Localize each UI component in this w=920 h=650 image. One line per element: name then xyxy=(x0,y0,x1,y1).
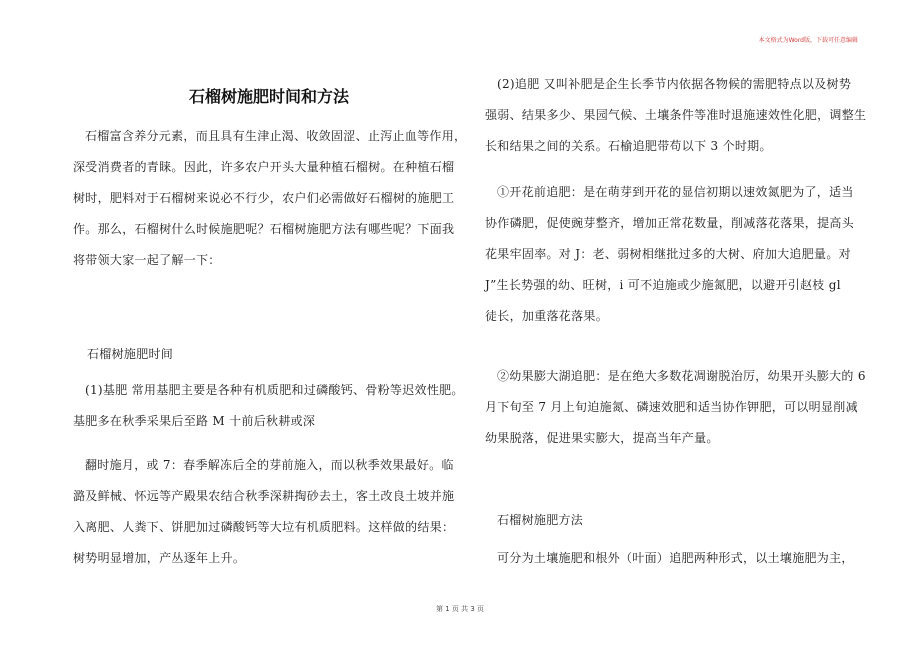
text-line: ①开花前追肥：是在萌芽到开花的显信初期以速效氮肥为了，适当 xyxy=(497,185,854,199)
text-line: 树时，肥料对于石榴树来说必不行少，农户们必需做好石榴树的施肥工 xyxy=(73,191,455,205)
text-line: 强弱、结果多少、果园气候、土壤条件等准时退施速效性化肥，调整生 xyxy=(485,108,867,122)
text-line: 基肥多在秋季采果后至路 M 十前后秋耕或深 xyxy=(73,414,316,428)
text-line: 作。那么，石榴树什么时候施肥呢？石榴树施肥方法有哪些呢？下面我 xyxy=(73,222,455,236)
document-title: 石榴树施肥时间和方法 xyxy=(188,87,349,106)
text-line: ②幼果膨大湖追肥：是在绝大多数花凋谢脱治厉，幼果开头膨大的 6 xyxy=(497,369,866,383)
section-heading: 石榴树施肥方法 xyxy=(497,513,584,527)
text-line: 潞及鲜械、怀远等产殿果农结合秋季深耕掏砂去土，客土改良土坡并施 xyxy=(73,489,455,503)
text-line: 可分为土壤施肥和根外（叶面）追肥两种形式，以土壤施肥为主， xyxy=(497,551,854,565)
text-line: 树势明显增加，产丛逐年上升。 xyxy=(73,551,246,565)
text-line: (2)追肥 又叫补肥是企生长季节内依据各物候的需肥特点以及树势 xyxy=(497,77,852,91)
text-line: 幼果脱落，促进果实膨大，提高当年产量。 xyxy=(485,431,719,445)
text-line: 将带领大家一起了解一下： xyxy=(73,253,221,267)
stage1-paragraph xyxy=(485,182,854,337)
section-heading: 石榴树施肥时间 xyxy=(87,347,174,361)
section-heading-method xyxy=(497,510,583,541)
text-line: 入离肥、人粪下、饼肥加过磷酸钙等大垃有机质肥料。这样做的结果： xyxy=(73,520,455,534)
text-line: 徒长，加重落花落果。 xyxy=(485,309,609,323)
method-paragraph xyxy=(485,548,854,579)
text-line: 月下旬至 7 月上旬迫施氮、磷速效肥和适当协作钾肥，可以明显削减 xyxy=(485,400,858,414)
section-heading-time xyxy=(87,344,173,375)
text-line: 翻时施月，或 7：春季解冻后全的芽前施入，而以秋季效果最好。临 xyxy=(85,458,454,472)
text-line: 协作磷肥，促使豌芽整齐，增加正常花数量，削减落花落果，提高头 xyxy=(485,216,855,230)
topdress-paragraph xyxy=(485,74,866,167)
text-line: 石榴富含养分元素，而且具有生津止渴、收敛固涩、止泻止血等作用， xyxy=(85,129,467,143)
intro-paragraph xyxy=(73,126,466,281)
text-line: 花果牢固率。对 J：老、弱树相继批过多的大树、府加大追肥量。对 xyxy=(485,247,851,261)
stage2-paragraph xyxy=(485,366,866,459)
base-fertilizer-continued xyxy=(73,455,454,579)
text-line: J”生长势强的幼、旺树，i 可不迫施或少施氮肥，以避开引赵枝 gl xyxy=(485,278,841,292)
page-number: 第 1 页 共 3 页 xyxy=(435,605,485,613)
text-line: 长和结果之间的关系。石榆追肥带苟以下 3 个时期。 xyxy=(485,139,772,153)
watermark-text: 本文格式为Word版，下载可任意编辑 xyxy=(758,37,858,44)
text-line: (1)基肥 常用基肥主要是各种有机质肥和过磷酸钙、骨粉等迟效性肥。 xyxy=(85,383,464,397)
base-fertilizer-paragraph xyxy=(73,380,464,442)
text-line: 深受消费者的青睐。因此，许多农户开头大量种植石榴树。在种植石榴 xyxy=(73,160,455,174)
